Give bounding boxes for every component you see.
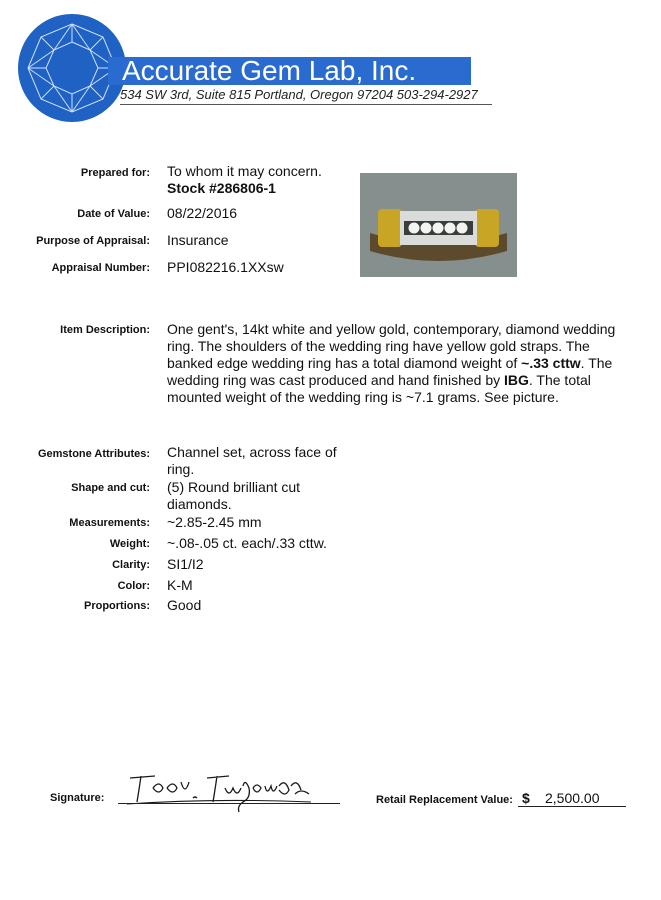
signature-line xyxy=(118,803,340,804)
appraisal-number: PPI082216.1XXsw xyxy=(167,259,284,275)
weight-label: Weight: xyxy=(109,538,150,550)
clarity-label: Clarity: xyxy=(112,559,150,571)
prepared-for-label: Prepared for: xyxy=(80,167,150,179)
stock-number: Stock #286806-1 xyxy=(167,180,276,196)
header-underline xyxy=(120,104,492,105)
color-value: K-M xyxy=(167,577,193,593)
purpose-value: Insurance xyxy=(167,232,229,248)
ring-photo xyxy=(360,173,517,277)
company-address: 534 SW 3rd, Suite 815 Portland, Oregon 97204 503-294-2927 xyxy=(120,87,478,102)
retail-value: 2,500.00 xyxy=(545,790,600,806)
prepared-for-value: To whom it may concern. xyxy=(167,163,322,179)
shape-cut-label: Shape and cut: xyxy=(71,482,150,494)
measurements-value: ~2.85-2.45 mm xyxy=(167,514,262,530)
signature-label: Signature: xyxy=(50,792,105,804)
retail-value-line xyxy=(518,806,626,807)
item-description-label: Item Description: xyxy=(60,324,150,336)
shape-cut-value: (5) Round brilliant cut diamonds. xyxy=(167,479,301,512)
weight-value: ~.08-.05 ct. each/.33 cttw. xyxy=(167,535,327,551)
company-name: Accurate Gem Lab, Inc. xyxy=(122,55,417,86)
proportions-value: Good xyxy=(167,597,202,613)
signature-name: Teresa V. Wollmann GG xyxy=(125,764,136,765)
appraisal-number-label: Appraisal Number: xyxy=(51,262,150,274)
proportions-label: Proportions: xyxy=(84,600,150,612)
signature-image xyxy=(125,764,315,816)
gemstone-attributes: Channel set, across face of ring. xyxy=(167,444,337,477)
color-label: Color: xyxy=(117,580,150,592)
item-description: One gent's, 14kt white and yellow gold, contemporary, diamond wedding ring. The shoulders of the wedding ring have yellow gold straps. The banked edge wedding ring has a total diamond weight of ~.33 cttw. The wedding ring was cast produced and hand finished by IBG. The total mounted weight of the wedding ring is ~7.1 grams. See picture. xyxy=(167,321,616,405)
measurements-label: Measurements: xyxy=(69,517,150,529)
purpose-label: Purpose of Appraisal: xyxy=(36,235,150,247)
date-of-value-label: Date of Value: xyxy=(77,208,150,220)
currency-symbol: $ xyxy=(522,790,530,806)
date-of-value: 08/22/2016 xyxy=(167,205,238,221)
clarity-value: SI1/I2 xyxy=(167,556,204,572)
gemstone-attributes-label: Gemstone Attributes: xyxy=(37,448,150,460)
retail-value-label: Retail Replacement Value: xyxy=(376,794,513,806)
